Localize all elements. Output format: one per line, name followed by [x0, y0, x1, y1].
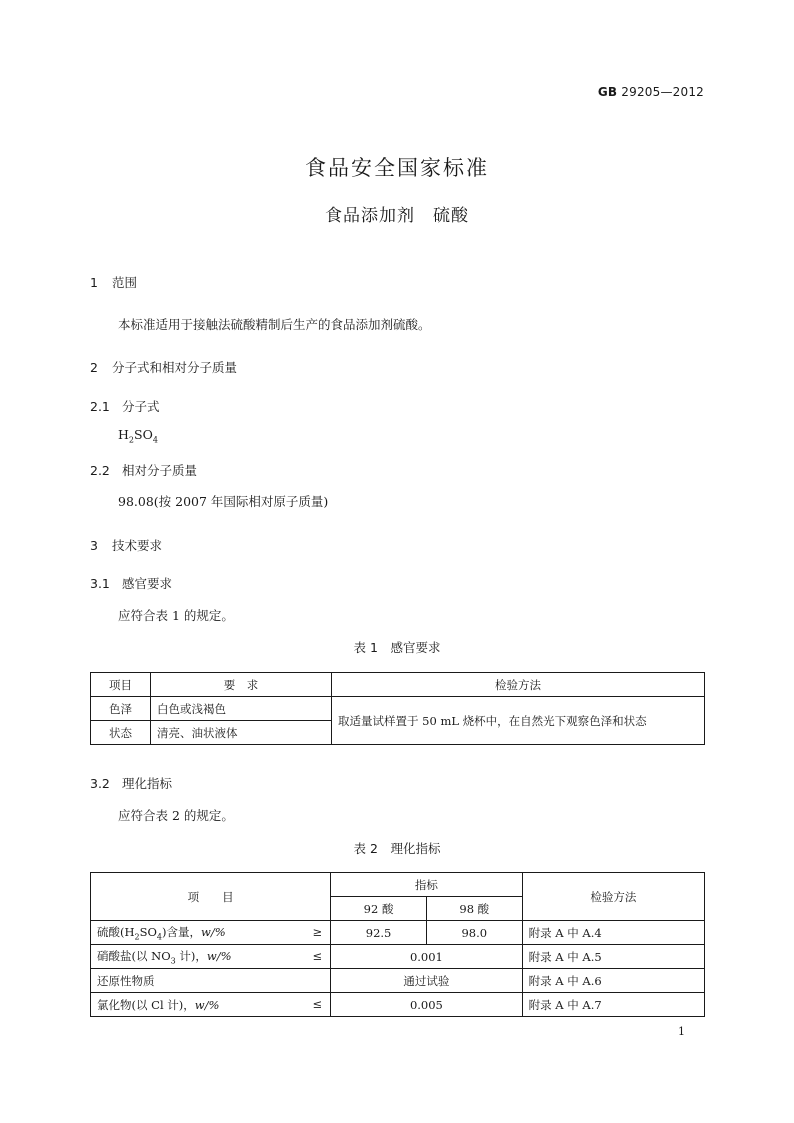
cell-item: 色泽: [91, 697, 151, 721]
table-row: [91, 921, 705, 945]
section-1-heading: 1 范围: [90, 275, 138, 290]
cell-value: 通过试验: [331, 969, 522, 993]
header-method: 检验方法: [522, 873, 704, 921]
cell-requirement: 白色或浅褐色: [151, 697, 332, 721]
cell-method: 附录 A 中 A.6: [522, 969, 704, 993]
header-index: 指标: [331, 873, 522, 897]
cell-value: 0.001: [331, 945, 522, 969]
operator-symbol: ≤: [312, 997, 323, 1011]
section-2-2-heading: 2.2 相对分子质量: [90, 463, 198, 478]
header-98-acid: 98 酸: [426, 897, 522, 921]
operator-symbol: ≥: [312, 925, 323, 939]
section-3-1-text: 应符合表 1 的规定。: [118, 608, 234, 623]
cell-item: 硝酸盐(以 $NO_3$ 计)，w/% ≤: [91, 945, 331, 969]
table-row: [91, 945, 705, 969]
cell-method: 附录 A 中 A.7: [522, 993, 704, 1017]
standard-code: GB 29205—2012: [597, 85, 704, 99]
section-3-2-text: 应符合表 2 的规定。: [118, 808, 234, 823]
document-title: 食品安全国家标准: [305, 156, 489, 180]
header-method: 检验方法: [332, 673, 705, 697]
table-row: [91, 969, 705, 993]
table-2-caption: 表 2 理化指标: [353, 841, 441, 856]
table-1-caption: 表 1 感官要求: [353, 640, 441, 655]
cell-92-value: 92.5: [331, 921, 427, 945]
document-subtitle: 食品添加剂 硫酸: [325, 206, 469, 226]
cell-method: 取适量试样置于 50 mL 烧杯中，在自然光下观察色泽和状态: [332, 697, 705, 745]
section-2-heading: 2 分子式和相对分子质量: [90, 360, 238, 375]
table-row: [91, 673, 705, 697]
section-3-2-heading: 3.2 理化指标: [90, 776, 173, 791]
cell-requirement: 清亮、油状液体: [151, 721, 332, 745]
header-item: 项 目: [91, 873, 331, 921]
table-2-physicochemical: [90, 872, 705, 1017]
section-3-1-heading: 3.1 感官要求: [90, 576, 173, 591]
cell-item: 状态: [91, 721, 151, 745]
header-92-acid: 92 酸: [331, 897, 427, 921]
cell-item: 还原性物质: [91, 969, 331, 993]
section-1-text: 本标准适用于接触法硫酸精制后生产的食品添加剂硫酸。: [118, 317, 431, 332]
molecular-formula: $H_2SO_4$: [118, 427, 158, 445]
cell-method: 附录 A 中 A.4: [522, 921, 704, 945]
header-requirement: 要 求: [151, 673, 332, 697]
operator-symbol: ≤: [312, 949, 323, 963]
section-3-heading: 3 技术要求: [90, 538, 163, 553]
cell-item: 氯化物(以 Cl 计)，w/% ≤: [91, 993, 331, 1017]
table-row: [91, 873, 705, 897]
table-1-sensory: [90, 672, 705, 745]
page-number: 1: [678, 1025, 685, 1038]
cell-method: 附录 A 中 A.5: [522, 945, 704, 969]
section-2-1-heading: 2.1 分子式: [90, 399, 160, 414]
table-row: [91, 697, 705, 721]
cell-item: 硫酸$(H_2SO_4)$含量，w/% ≥: [91, 921, 331, 945]
cell-value: 0.005: [331, 993, 522, 1017]
header-item: 项目: [91, 673, 151, 697]
cell-98-value: 98.0: [426, 921, 522, 945]
molecular-mass: 98.08(按 2007 年国际相对原子质量): [118, 494, 329, 509]
table-row: [91, 993, 705, 1017]
